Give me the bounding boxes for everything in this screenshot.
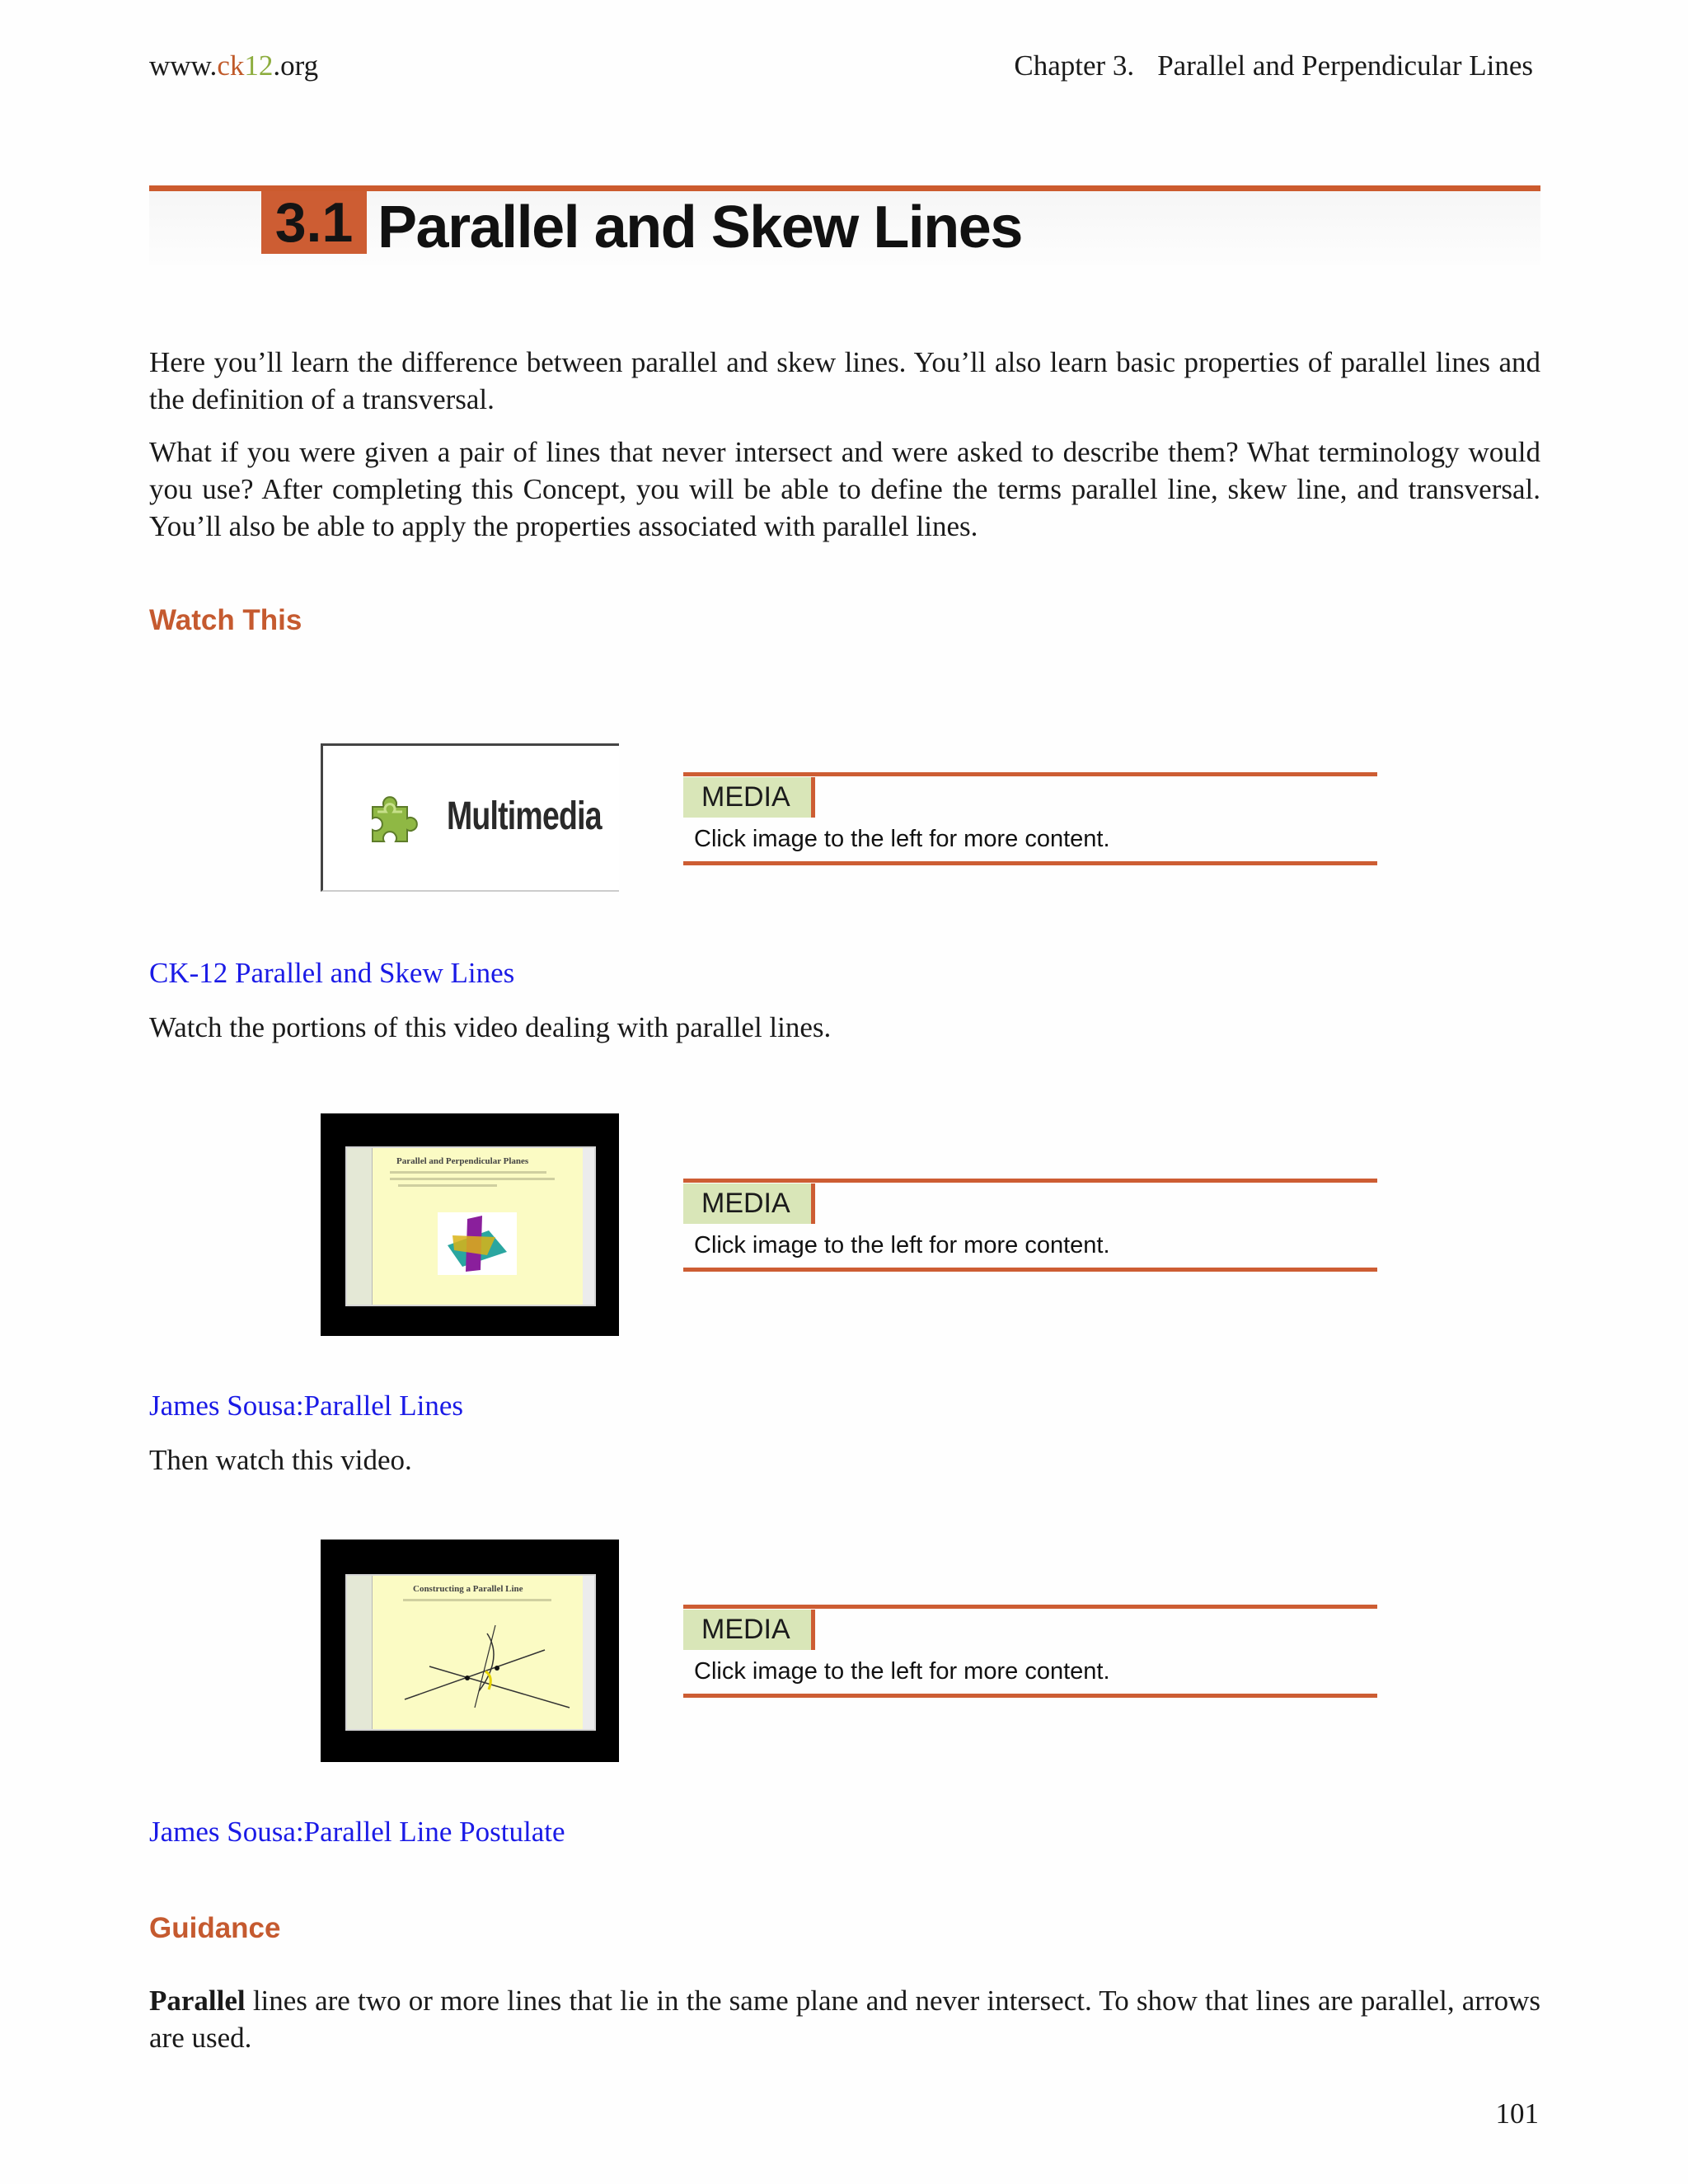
video-screen bbox=[345, 1574, 596, 1731]
intro-paragraph-2: What if you were given a pair of lines that never intersect and were asked to describe them? What terminology would you use? After completing this Concept, you will be able to define the terms parallel line, skew line, and transversal. You’ll also be able to apply the properties associated with parallel lines. bbox=[149, 436, 1540, 542]
guidance-paragraph bbox=[149, 1982, 1540, 2056]
video-thumbnail-parallel-line-postulate[interactable] bbox=[321, 1540, 619, 1762]
url-ck: ck bbox=[217, 49, 245, 82]
link-james-sousa-parallel-lines[interactable]: James Sousa:Parallel Lines bbox=[149, 1390, 464, 1422]
intro-paragraph-1: Here you’ll learn the difference between parallel and skew lines. You’ll also learn basic properties of parallel lines and the definition of a transversal. bbox=[149, 346, 1540, 415]
media-rule-bottom-1 bbox=[683, 861, 1377, 865]
video-screen bbox=[345, 1146, 596, 1306]
watch-this-heading: Watch This bbox=[149, 604, 302, 636]
link-james-sousa-parallel-line-postulate[interactable]: James Sousa:Parallel Line Postulate bbox=[149, 1816, 565, 1848]
guidance-heading: Guidance bbox=[149, 1912, 281, 1944]
media-caption-1: Click image to the left for more content. bbox=[694, 826, 1110, 852]
intersecting-planes-figure bbox=[438, 1212, 517, 1275]
media-badge-1: MEDIA bbox=[683, 777, 815, 818]
media-badge-3: MEDIA bbox=[683, 1610, 815, 1650]
video-thumb-title: Parallel and Perpendicular Planes bbox=[396, 1156, 529, 1166]
media-rule-bottom-3 bbox=[683, 1694, 1377, 1698]
video-thumbnail-parallel-lines[interactable] bbox=[321, 1113, 619, 1336]
url-num: 12 bbox=[244, 49, 274, 82]
url-prefix: www. bbox=[149, 49, 218, 82]
url-suffix: .org bbox=[273, 49, 319, 82]
term-parallel: Parallel bbox=[149, 1985, 246, 2017]
media-rule-top-1 bbox=[683, 772, 1377, 776]
multimedia-thumbnail[interactable] bbox=[321, 743, 619, 892]
media-rule-top-2 bbox=[683, 1179, 1377, 1183]
media-note-2: Then watch this video. bbox=[149, 1444, 412, 1476]
chapter-title: Parallel and Perpendicular Lines bbox=[1157, 49, 1533, 82]
media-note-1: Watch the portions of this video dealing with parallel lines. bbox=[149, 1011, 832, 1043]
page-number: 101 bbox=[1495, 2097, 1539, 2130]
media-caption-3: Click image to the left for more content. bbox=[694, 1658, 1110, 1685]
media-rule-bottom-2 bbox=[683, 1268, 1377, 1272]
video-thumb-title: Constructing a Parallel Line bbox=[413, 1584, 523, 1594]
video-sidebar bbox=[347, 1148, 373, 1305]
video-scrollbar bbox=[583, 1576, 594, 1729]
section-title: Parallel and Skew Lines bbox=[377, 194, 1022, 260]
running-header-chapter bbox=[1014, 49, 1533, 82]
running-header-url[interactable] bbox=[149, 49, 318, 82]
chapter-label: Chapter 3. bbox=[1014, 49, 1135, 82]
media-caption-2: Click image to the left for more content. bbox=[694, 1232, 1110, 1258]
video-sidebar bbox=[347, 1576, 373, 1729]
multimedia-thumb-label: Multimedia bbox=[447, 794, 602, 838]
video-scrollbar bbox=[583, 1148, 594, 1305]
parallel-line-construction-figure bbox=[396, 1617, 578, 1716]
section-number: 3.1 bbox=[261, 191, 367, 254]
media-rule-top-3 bbox=[683, 1605, 1377, 1609]
media-badge-2: MEDIA bbox=[683, 1183, 815, 1224]
guidance-text: lines are two or more lines that lie in the same plane and never intersect. To show that lines are parallel, arrows are used. bbox=[149, 1985, 1540, 2054]
link-ck12-parallel-skew-lines[interactable]: CK-12 Parallel and Skew Lines bbox=[149, 957, 515, 989]
